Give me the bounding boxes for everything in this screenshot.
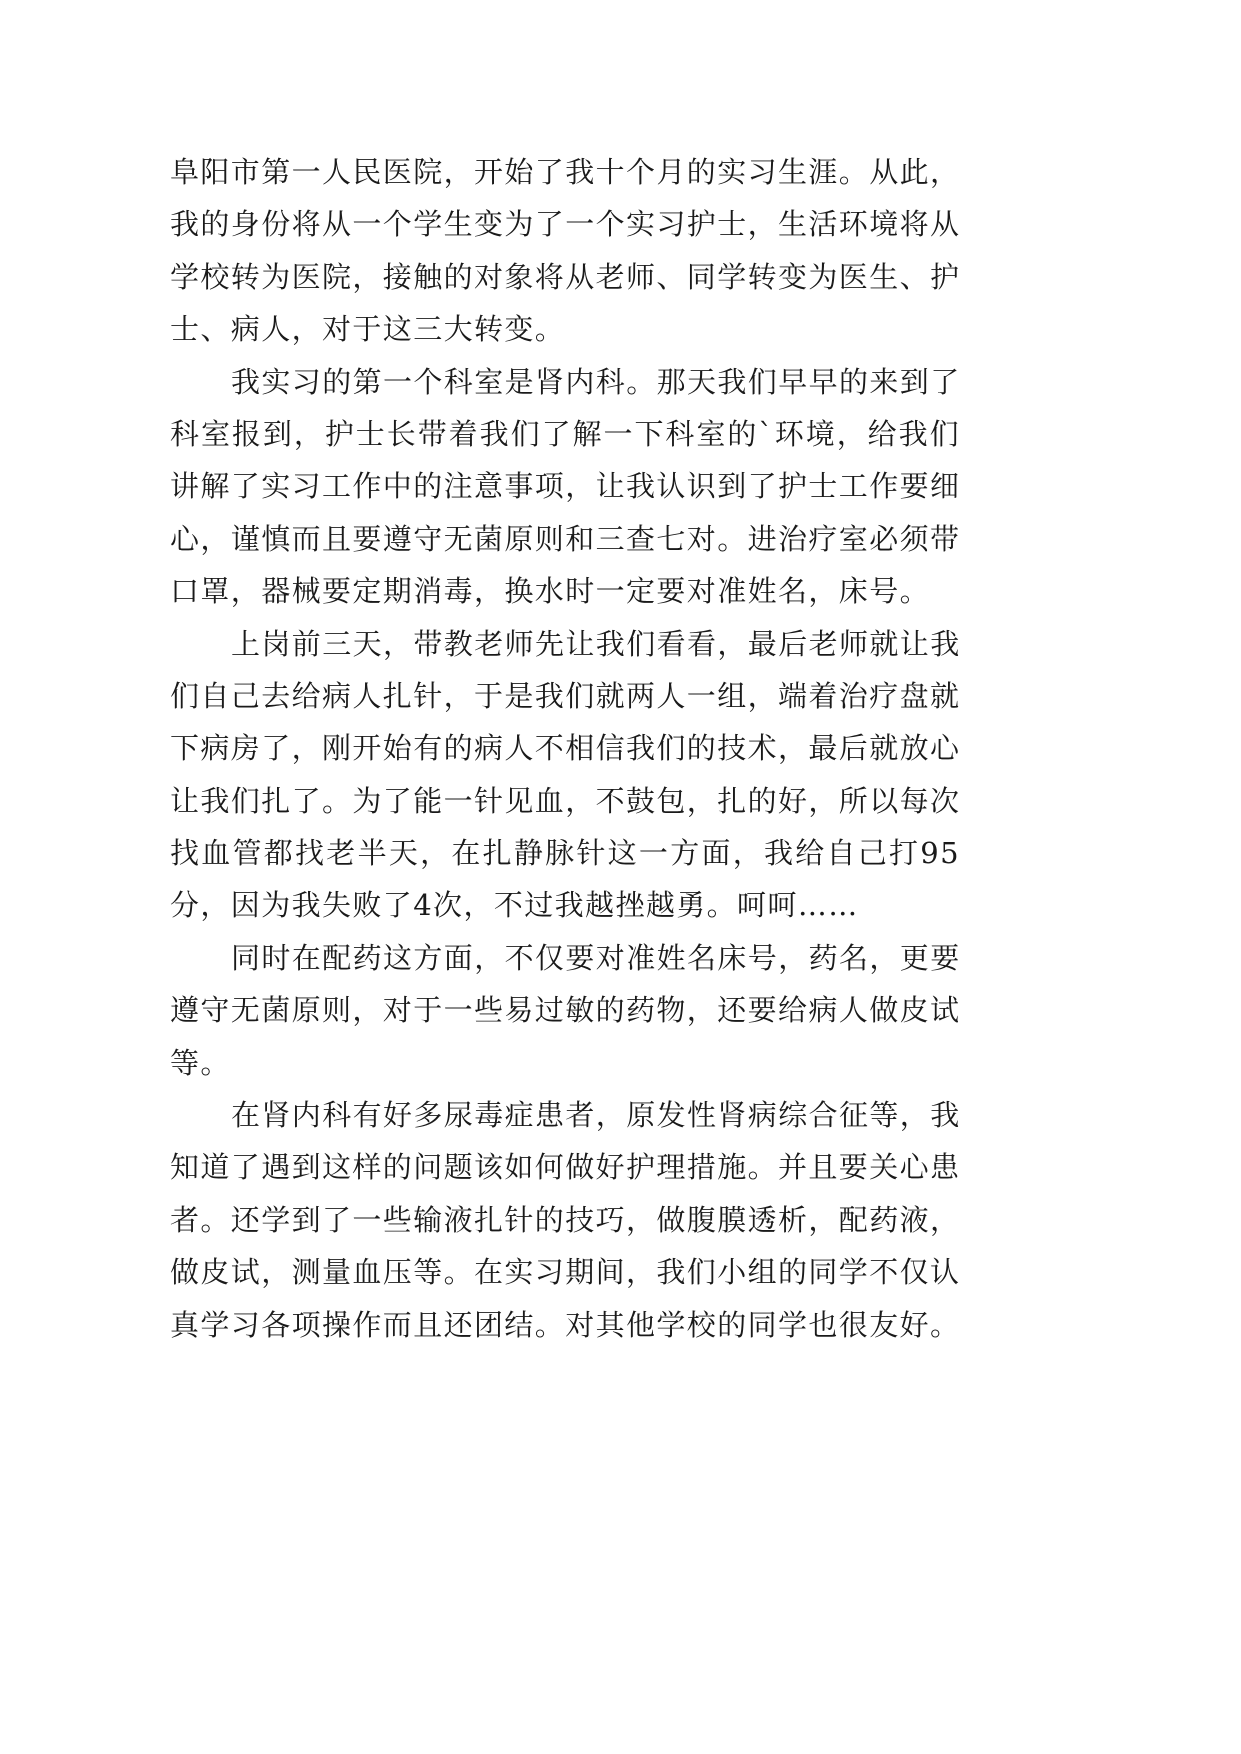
text-line: 让我们扎了。为了能一针见血，不鼓包，扎的好，所以每次 (170, 783, 961, 818)
text-line: 科室报到，护士长带着我们了解一下科室的`环境，给我们 (170, 416, 960, 451)
text-line: 上岗前三天，带教老师先让我们看看，最后老师就让我 (231, 626, 961, 661)
text-line: 口罩，器械要定期消毒，换水时一定要对准姓名，床号。 (170, 574, 931, 609)
text-line: 们自己去给病人扎针，于是我们就两人一组，端着治疗盘就 (170, 678, 961, 713)
document-body (170, 146, 960, 1351)
paragraph-2 (170, 356, 960, 618)
text-line: 心，谨慎而且要遵守无菌原则和三查七对。进治疗室必须带 (170, 521, 961, 556)
text-line: 在肾内科有好多尿毒症患者，原发性肾病综合征等，我 (231, 1098, 961, 1133)
paragraph-3 (170, 618, 960, 932)
text-line: 学校转为医院，接触的对象将从老师、同学转变为医生、护 (170, 259, 961, 294)
text-line: 者。还学到了一些输液扎针的技巧，做腹膜透析，配药液， (170, 1202, 961, 1237)
text-line: 我的身份将从一个学生变为了一个实习护士，生活环境将从 (170, 207, 961, 242)
text-line: 真学习各项操作而且还团结。对其他学校的同学也很友好。 (170, 1307, 961, 1342)
paragraph-4 (170, 932, 960, 1089)
text-line: 知道了遇到这样的问题该如何做好护理措施。并且要关心患 (170, 1150, 961, 1185)
text-line: 找血管都找老半天，在扎静脉针这一方面，我给自己打95 (170, 836, 960, 871)
text-line: 下病房了，刚开始有的病人不相信我们的技术，最后就放心 (170, 731, 961, 766)
text-line: 阜阳市第一人民医院，开始了我十个月的实习生涯。从此， (170, 155, 961, 189)
text-line: 讲解了实习工作中的注意事项，让我认识到了护士工作要细 (170, 469, 961, 504)
text-line: 我实习的第一个科室是肾内科。那天我们早早的来到了 (231, 364, 961, 399)
paragraph-5 (170, 1089, 960, 1351)
text-line: 士、病人，对于这三大转变。 (170, 312, 566, 347)
text-line: 等。 (170, 1045, 231, 1080)
paragraph-1 (170, 146, 960, 356)
text-line: 分，因为我失败了4次，不过我越挫越勇。呵呵…… (170, 888, 859, 923)
text-line: 做皮试，测量血压等。在实习期间，我们小组的同学不仅认 (170, 1255, 961, 1290)
text-line: 遵守无菌原则，对于一些易过敏的药物，还要给病人做皮试 (170, 993, 961, 1028)
text-line: 同时在配药这方面，不仅要对准姓名床号，药名，更要 (231, 940, 961, 975)
